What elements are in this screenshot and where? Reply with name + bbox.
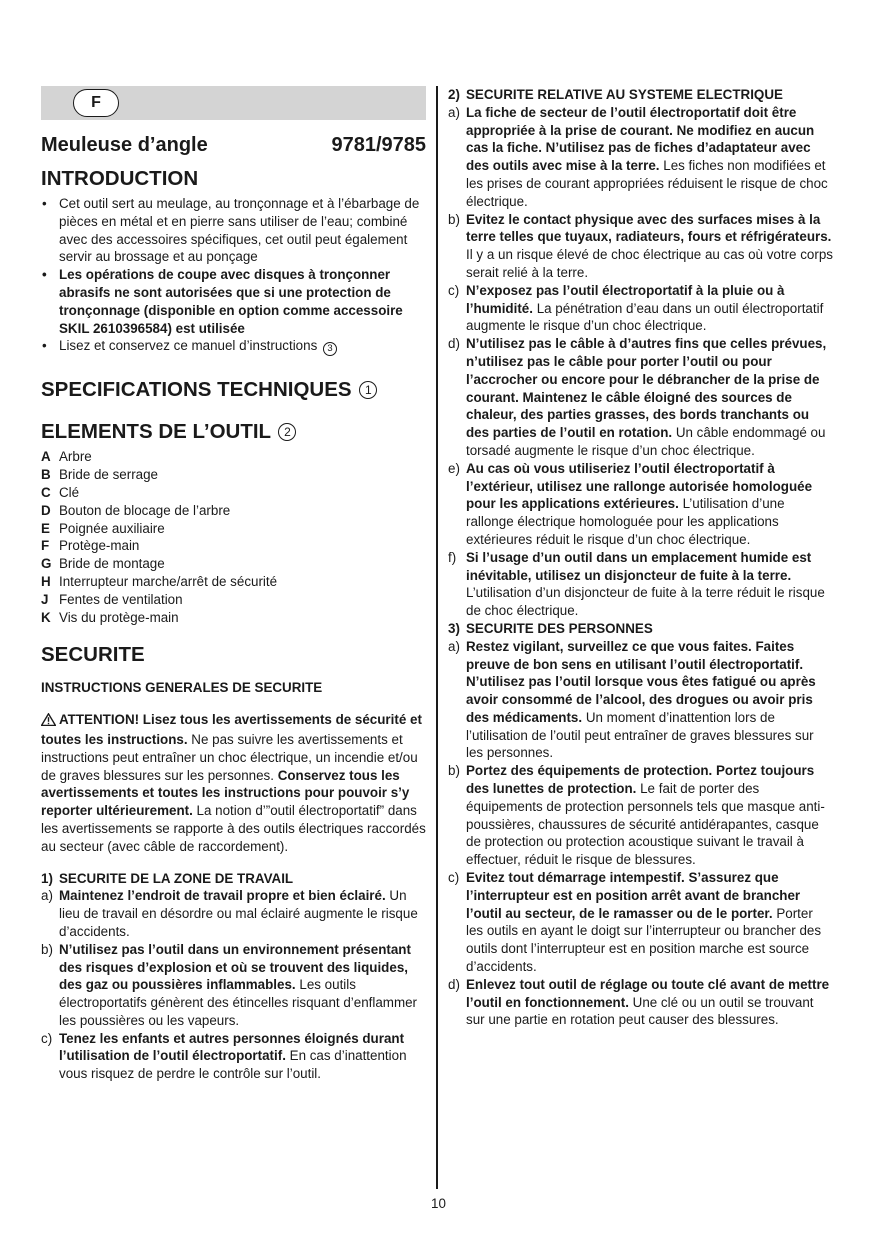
parts-list xyxy=(41,448,426,626)
safety-item xyxy=(448,638,833,763)
safety-item xyxy=(41,887,426,940)
safety-section-work-area xyxy=(41,870,426,1084)
safety-item xyxy=(448,282,833,335)
item-key: a) xyxy=(41,888,53,904)
item-key: c) xyxy=(448,282,460,298)
safety-item xyxy=(448,211,833,282)
part-item xyxy=(41,591,426,609)
part-letter: E xyxy=(41,520,50,536)
warning-triangle-icon xyxy=(41,713,56,731)
item-bold-text: N’utilisez pas le câble à d’autres fins que celles prévues, n’utilisez pas le câble pour porter l’outil ou pour l’accrocher ou encore pour le débrancher de la prise de courant. Maintenez le câble éloigné des sources de chaleur, des parties grasses, des bords tranchants ou des parties de l’outil en rotation. xyxy=(466,336,827,441)
section-heading xyxy=(448,620,833,638)
part-item xyxy=(41,466,426,484)
item-bold-text: N’exposez pas l’outil électroportatif à la pluie ou à l’humidité. xyxy=(466,282,785,316)
item-text: En cas d’inattention vous risquez de perdre le contrôle sur l’outil. xyxy=(59,1048,407,1082)
intro-bullets xyxy=(41,195,426,356)
item-text: Les outils électroportatifs génèrent des étincelles risquant d’enflammer les poussières ou les vapeurs. xyxy=(59,977,418,1028)
safety-item xyxy=(448,976,833,1029)
section-title: SECURITE RELATIVE AU SYSTEME ELECTRIQUE xyxy=(466,87,783,102)
item-key: c) xyxy=(448,870,460,886)
item-bold-text: Enlevez tout outil de réglage ou toute clé avant de mettre l’outil en fonctionnement. xyxy=(466,976,830,1010)
item-key: a) xyxy=(448,104,460,120)
item-key: f) xyxy=(448,549,457,565)
part-letter: B xyxy=(41,467,51,483)
item-bold-text: La fiche de secteur de l’outil électroportatif doit être appropriée à la prise de courant. Ne modifiez en aucun cas la fiche. N’utilisez pas de fiches d’adaptateur avec des outils avec mise à la terre. xyxy=(466,104,815,174)
section-number: 1) xyxy=(41,870,53,886)
product-name: Meuleuse d’angle xyxy=(41,134,208,156)
item-key: e) xyxy=(448,460,460,476)
part-item xyxy=(41,484,426,502)
figure-ref-badge: 2 xyxy=(278,423,296,441)
part-letter: H xyxy=(41,573,51,589)
part-label: Poignée auxiliaire xyxy=(59,520,165,536)
item-body xyxy=(59,941,426,1030)
part-letter: F xyxy=(41,538,50,554)
right-column xyxy=(448,86,833,1029)
intro-bullet: • Lisez et conservez ce manuel d’instructions 3 xyxy=(41,337,426,356)
column-divider xyxy=(436,86,438,1189)
safety-section-electrical xyxy=(448,86,833,620)
product-title-row xyxy=(41,133,426,157)
part-item xyxy=(41,609,426,627)
item-key: d) xyxy=(448,976,460,992)
safety-item xyxy=(448,460,833,549)
part-label: Clé xyxy=(59,484,80,500)
intro-bullet: • Les opérations de coupe avec disques à tronçonner abrasifs ne sont autorisées que si une protection de tronçonnage (disponible en option comme accessoire SKIL 2610396584) est utilisée xyxy=(42,267,403,336)
safety-item xyxy=(41,941,426,1030)
safety-item xyxy=(448,549,833,620)
part-letter: D xyxy=(41,502,51,518)
section-title: SECURITE DES PERSONNES xyxy=(466,620,653,636)
figure-ref-badge: 3 xyxy=(323,342,337,356)
item-bold-text: Evitez le contact physique avec des surfaces mises à la terre telles que tuyaux, radiateurs, fours et réfrigérateurs. xyxy=(466,211,832,245)
security-heading: SECURITE xyxy=(41,643,145,667)
item-bold-text: Maintenez l’endroit de travail propre et bien éclairé. xyxy=(59,888,386,904)
safety-section-personal xyxy=(448,620,833,1029)
figure-ref-badge: 1 xyxy=(359,381,377,399)
section-title: SECURITE DE LA ZONE DE TRAVAIL xyxy=(59,870,294,886)
item-text: Un câble endommagé ou torsadé augmente le risque d’un choc électrique. xyxy=(466,425,826,458)
item-key: c) xyxy=(41,1030,53,1046)
item-text: Une clé ou un outil se trouvant sur une partie en rotation peut causer des blessures. xyxy=(466,994,814,1028)
item-key: b) xyxy=(41,941,53,957)
item-text: Le fait de porter des équipements de protection personnels tels que masque anti-poussières, chaussures de sécurité antidérapantes, casque de protection ou protection acoustique suivant le travail à effectuer, réduit le risque de blessures. xyxy=(466,781,825,868)
part-item xyxy=(41,555,426,573)
specs-heading: SPECIFICATIONS TECHNIQUES 1 xyxy=(41,378,426,402)
part-label: Bride de serrage xyxy=(59,467,158,483)
safety-item xyxy=(448,104,833,211)
item-body xyxy=(466,211,833,282)
part-letter: K xyxy=(41,609,51,625)
item-text: La pénétration d’eau dans un outil électroportatif augmente le risque d’un choc électrique. xyxy=(466,300,824,334)
item-body xyxy=(466,460,833,549)
part-letter: A xyxy=(41,449,51,465)
general-instructions-heading: INSTRUCTIONS GENERALES DE SECURITE xyxy=(41,680,323,696)
item-body xyxy=(466,638,833,763)
item-text: Porter les outils en ayant le doigt sur l’interrupteur ou brancher des outils dont l’interrupteur est en position marche est source d’accidents. xyxy=(466,905,822,975)
item-body xyxy=(59,887,426,940)
item-text: Un moment d’inattention lors de l’utilisation de l’outil peut entraîner de graves blessures sur les personnes. xyxy=(466,709,814,761)
item-body xyxy=(466,549,833,620)
item-bold-text: Evitez tout démarrage intempestif. S’assurez que l’interrupteur est en position arrêt avant de brancher l’outil au secteur, de le ramasser ou de le porter. xyxy=(466,870,801,921)
item-body xyxy=(466,869,833,976)
part-item xyxy=(41,537,426,555)
language-badge: F xyxy=(73,89,119,117)
language-bar xyxy=(41,86,426,120)
item-bold-text: N’utilisez pas l’outil dans un environnement présentant des risques d’explosion et où se trouvent des liquides, des gaz ou poussières inflammables. xyxy=(59,941,411,993)
item-body xyxy=(466,976,833,1029)
item-key: a) xyxy=(448,638,460,654)
item-text: Il y a un risque élevé de choc électrique au cas où votre corps serait relié à la terre. xyxy=(466,247,833,280)
section-heading xyxy=(41,870,426,888)
item-bold-text: Au cas où vous utiliseriez l’outil électroportatif à l’extérieur, utilisez une rallonge autorisée homologuée pour les applications extérieures. xyxy=(466,460,813,512)
section-number: 2) xyxy=(448,87,460,102)
intro-heading: INTRODUCTION xyxy=(41,167,199,190)
elements-heading: ELEMENTS DE L’OUTIL 2 xyxy=(41,420,426,444)
item-bold-text: Tenez les enfants et autres personnes éloignés durant l’utilisation de l’outil électroportatif. xyxy=(59,1030,405,1064)
item-body xyxy=(466,335,833,460)
section-number: 3) xyxy=(448,620,460,636)
part-label: Vis du protège-main xyxy=(59,609,179,625)
item-text: Un lieu de travail en désordre ou mal éclairé augmente le risque d’accidents. xyxy=(59,888,418,939)
item-body xyxy=(466,282,833,335)
part-letter: C xyxy=(41,484,51,500)
part-item xyxy=(41,520,426,538)
part-item xyxy=(41,502,426,520)
item-body xyxy=(59,1030,426,1083)
part-label: Arbre xyxy=(59,449,92,465)
item-key: d) xyxy=(448,336,460,352)
part-label: Fentes de ventilation xyxy=(59,591,183,607)
left-column xyxy=(41,86,426,1083)
safety-item xyxy=(448,869,833,976)
item-body xyxy=(466,762,833,869)
item-text: Les fiches non modifiées et les prises de courant appropriées réduisent le risque de choc électrique. xyxy=(466,158,828,209)
part-label: Protège-main xyxy=(59,538,140,554)
part-label: Interrupteur marche/arrêt de sécurité xyxy=(59,573,278,589)
item-text: L’utilisation d’un disjoncteur de fuite à la terre réduit le risque de choc électrique. xyxy=(466,585,825,619)
item-bold-text: Restez vigilant, surveillez ce que vous faites. Faites preuve de bon sens en utilisant l’outil électroportatif. N’utilisez pas l’outil lorsque vous êtes fatigué ou après avoir consommé de l’alcool, des drogues ou avoir pris des médicaments. xyxy=(466,638,816,725)
part-label: Bouton de blocage de l’arbre xyxy=(59,502,231,518)
product-model: 9781/9785 xyxy=(331,134,426,156)
warning-paragraph: ATTENTION! Lisez tous les avertissements de sécurité et toutes les instructions. Ne pas suivre les avertissements et instructions peut entraîner un choc électrique, un incendie et/ou de graves blessures sur les personnes. Conservez tous les avertissements et toutes les instructions pour pouvoir s’y reporter ultérieurement. La notion d’”outil électroportatif” dans les avertissements se rapporte à des outils électriques raccordés au secteur (avec câble de raccordement). xyxy=(41,712,426,854)
item-key: b) xyxy=(448,211,460,227)
part-label: Bride de montage xyxy=(59,556,165,572)
intro-bullet: • Cet outil sert au meulage, au tronçonnage et à l’ébarbage de pièces en métal et en pierre sans utiliser de l’eau; combiné avec des accessoires spécifiques, cet outil peut également servir au brossage et au ponçage xyxy=(42,196,420,265)
item-bold-text: Si l’usage d’un outil dans un emplacement humide est inévitable, utilisez un disjoncteur de fuite à la terre. xyxy=(466,549,812,583)
part-letter: J xyxy=(41,591,49,607)
page-number: 10 xyxy=(431,1196,446,1211)
part-letter: G xyxy=(41,556,52,572)
safety-item xyxy=(448,335,833,460)
item-key: b) xyxy=(448,763,460,779)
safety-item xyxy=(41,1030,426,1083)
safety-item xyxy=(448,762,833,869)
part-item xyxy=(41,573,426,591)
item-bold-text: Portez des équipements de protection. Portez toujours des lunettes de protection. xyxy=(466,763,815,797)
part-item xyxy=(41,448,426,466)
section-heading xyxy=(448,86,833,104)
item-body xyxy=(466,104,833,211)
item-text: L’utilisation d’une rallonge électrique homologuée pour les applications extérieures réduit le risque d’un choc électrique. xyxy=(466,496,785,547)
